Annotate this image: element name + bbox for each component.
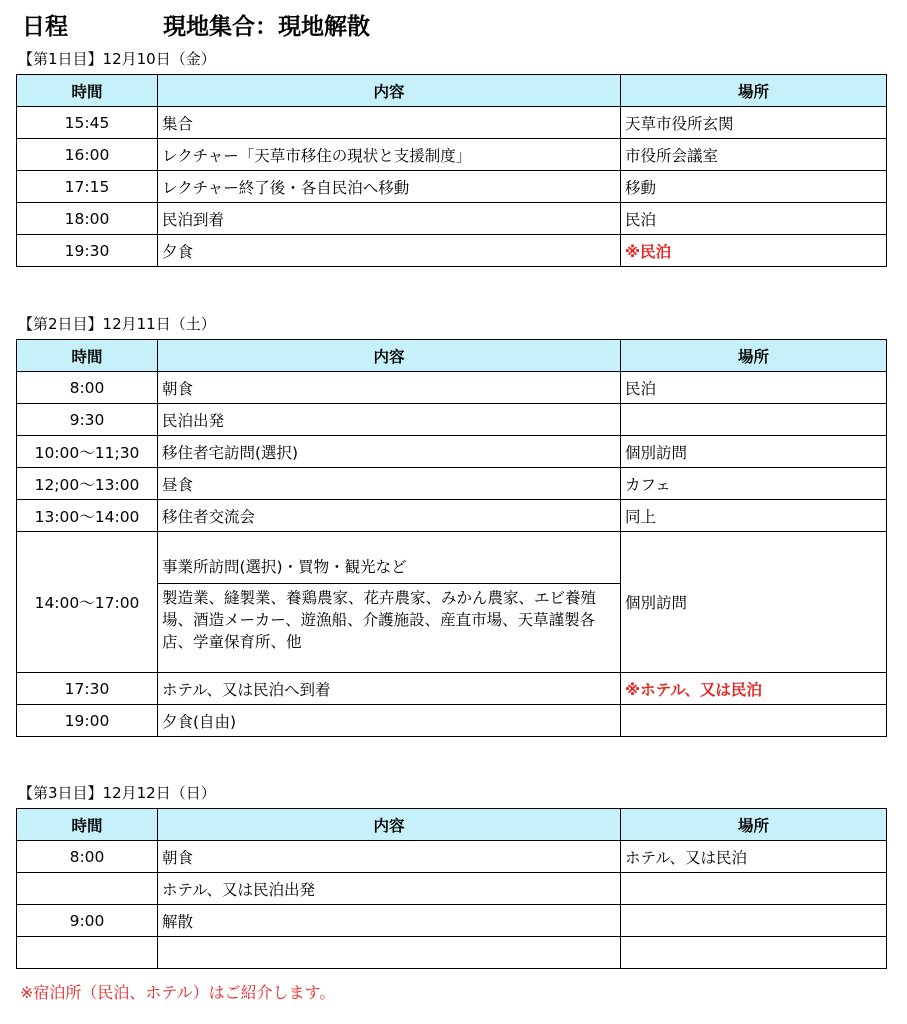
day2-table bbox=[16, 339, 887, 737]
header-content: 内容 bbox=[158, 75, 621, 107]
row-time: 18:00 bbox=[17, 203, 158, 235]
page-title bbox=[22, 8, 370, 41]
header-time: 時間 bbox=[17, 340, 158, 372]
table-header-row bbox=[17, 75, 887, 107]
header-place: 場所 bbox=[621, 809, 887, 841]
row-time: 19:00 bbox=[17, 705, 158, 737]
table-header-row bbox=[17, 340, 887, 372]
table-row bbox=[17, 372, 887, 404]
row-time: 9:30 bbox=[17, 404, 158, 436]
row-content: 移住者宅訪問(選択) bbox=[158, 436, 621, 468]
row-content: 朝食 bbox=[158, 372, 621, 404]
row-time: 17:15 bbox=[17, 171, 158, 203]
table-row bbox=[17, 404, 887, 436]
row-content: 集合 bbox=[158, 107, 621, 139]
row-time: 19:30 bbox=[17, 235, 158, 267]
header-time: 時間 bbox=[17, 809, 158, 841]
row-content-detail: 製造業、縫製業、養鶏農家、花卉農家、みかん農家、エビ養殖場、酒造メーカー、遊漁船、介護施設、産直市場、天草謹製各店、学童保育所、他 bbox=[162, 588, 597, 651]
row-content: 夕食 bbox=[158, 235, 621, 267]
row-content: レクチャー「天草市移住の現状と支援制度」 bbox=[158, 139, 621, 171]
row-content: 移住者交流会 bbox=[158, 500, 621, 532]
row-place: 同上 bbox=[621, 500, 887, 532]
row-place: カフェ bbox=[621, 468, 887, 500]
row-content: 解散 bbox=[158, 905, 621, 937]
header-place: 場所 bbox=[621, 340, 887, 372]
row-place bbox=[621, 404, 887, 436]
row-place: 天草市役所玄関 bbox=[621, 107, 887, 139]
table-header-row bbox=[17, 809, 887, 841]
row-time: 13:00～14:00 bbox=[17, 500, 158, 532]
row-time bbox=[17, 873, 158, 905]
row-content: 夕食(自由) bbox=[158, 705, 621, 737]
day1-table bbox=[16, 74, 887, 267]
row-time: 16:00 bbox=[17, 139, 158, 171]
row-content: 昼食 bbox=[158, 468, 621, 500]
row-content-title: 事業所訪問(選択)・買物・観光など bbox=[158, 552, 620, 584]
title-schedule: 日程 bbox=[22, 14, 68, 40]
row-place bbox=[621, 705, 887, 737]
row-place bbox=[621, 937, 887, 969]
row-time: 10:00～11;30 bbox=[17, 436, 158, 468]
row-time bbox=[17, 937, 158, 969]
row-time: 15:45 bbox=[17, 107, 158, 139]
header-content: 内容 bbox=[158, 809, 621, 841]
row-place-highlight: ※民泊 bbox=[621, 235, 887, 267]
day3-label: 【第3日目】12月12日（日） bbox=[18, 784, 216, 802]
row-place: 個別訪問 bbox=[621, 532, 887, 673]
row-place: ホテル、又は民泊 bbox=[621, 841, 887, 873]
table-row bbox=[17, 673, 887, 705]
row-time: 14:00～17:00 bbox=[17, 532, 158, 673]
row-time: 17:30 bbox=[17, 673, 158, 705]
row-place-highlight: ※ホテル、又は民泊 bbox=[621, 673, 887, 705]
row-place bbox=[621, 905, 887, 937]
row-content-multi bbox=[158, 532, 621, 673]
row-time: 8:00 bbox=[17, 841, 158, 873]
table-row bbox=[17, 203, 887, 235]
day3-table bbox=[16, 808, 887, 969]
row-content: ホテル、又は民泊出発 bbox=[158, 873, 621, 905]
row-place bbox=[621, 873, 887, 905]
row-content: 朝食 bbox=[158, 841, 621, 873]
header-place: 場所 bbox=[621, 75, 887, 107]
row-place: 民泊 bbox=[621, 372, 887, 404]
day2-label: 【第2日目】12月11日（土） bbox=[18, 315, 216, 333]
row-content: ホテル、又は民泊へ到着 bbox=[158, 673, 621, 705]
table-row bbox=[17, 171, 887, 203]
table-row bbox=[17, 873, 887, 905]
row-place: 民泊 bbox=[621, 203, 887, 235]
row-time: 12;00～13:00 bbox=[17, 468, 158, 500]
table-row-site-visits bbox=[17, 532, 887, 673]
table-row bbox=[17, 107, 887, 139]
row-place: 市役所会議室 bbox=[621, 139, 887, 171]
table-row bbox=[17, 468, 887, 500]
header-time: 時間 bbox=[17, 75, 158, 107]
day1-label: 【第1日目】12月10日（金） bbox=[18, 50, 216, 68]
row-time: 9:00 bbox=[17, 905, 158, 937]
table-row bbox=[17, 235, 887, 267]
table-row bbox=[17, 139, 887, 171]
row-content: 民泊到着 bbox=[158, 203, 621, 235]
row-content bbox=[158, 937, 621, 969]
table-row bbox=[17, 500, 887, 532]
lodging-note: ※宿泊所（民泊、ホテル）はご紹介します。 bbox=[20, 983, 336, 1002]
row-content: レクチャー終了後・各自民泊へ移動 bbox=[158, 171, 621, 203]
row-place: 個別訪問 bbox=[621, 436, 887, 468]
table-row bbox=[17, 841, 887, 873]
row-time: 8:00 bbox=[17, 372, 158, 404]
table-row bbox=[17, 905, 887, 937]
table-row bbox=[17, 705, 887, 737]
table-row bbox=[17, 436, 887, 468]
row-place: 移動 bbox=[621, 171, 887, 203]
table-row bbox=[17, 937, 887, 969]
title-meeting-info: 現地集合：現地解散 bbox=[163, 14, 370, 40]
row-content: 民泊出発 bbox=[158, 404, 621, 436]
header-content: 内容 bbox=[158, 340, 621, 372]
